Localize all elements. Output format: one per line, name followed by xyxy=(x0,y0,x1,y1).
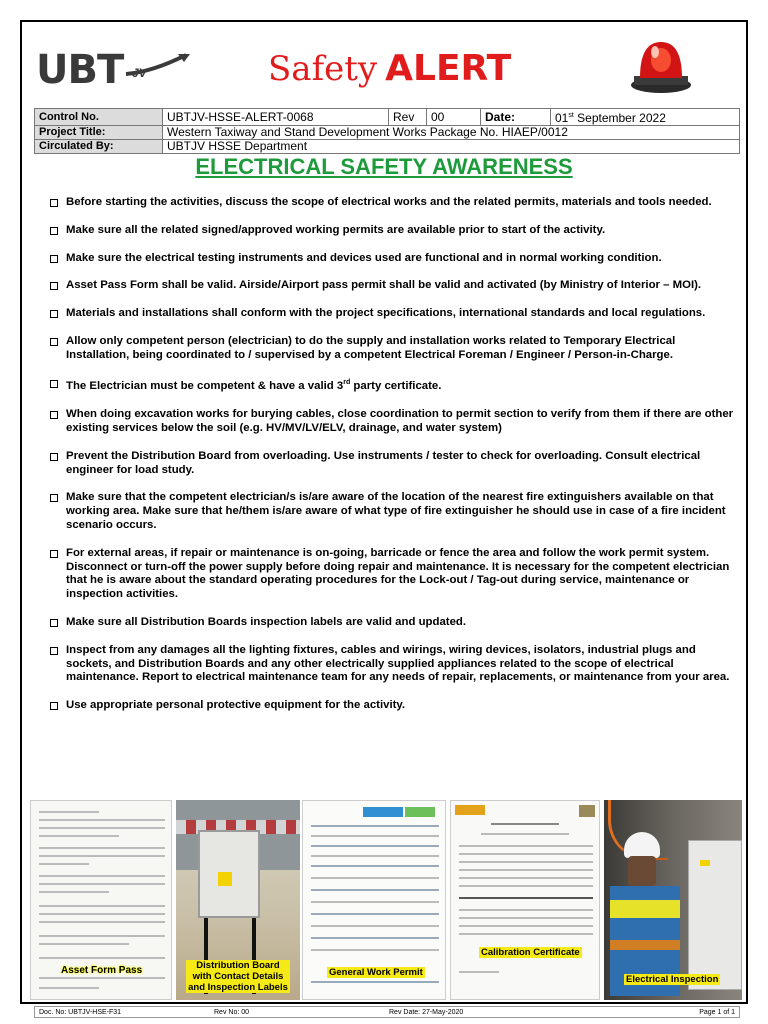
title-alert: ALERT xyxy=(385,48,512,89)
circulated-by-value: UBTJV HSSE Department xyxy=(163,140,740,154)
checkbox-icon xyxy=(50,550,58,558)
footer-rev-no: Rev No: 00 xyxy=(214,1008,250,1016)
list-item-text: Make sure that the competent electrician/s is/are aware of the location of the nearest fire extinguishers available on that working area. Make sure that he/them is/are aware of what type of fire extinguisher he should use in case of a fire incident scenario occurs. xyxy=(66,491,726,531)
list-item xyxy=(50,491,740,532)
list-item-text: Asset Pass Form shall be valid. Airside/Airport pass permit shall be valid and activated (by Ministry of Interior – MOI). xyxy=(66,279,702,292)
checkbox-icon xyxy=(50,227,58,235)
work-permit-photo xyxy=(302,800,446,1000)
calibration-certificate-photo xyxy=(450,800,600,1000)
circulated-by-label: Circulated By: xyxy=(35,140,163,154)
bullet7-after: party certificate. xyxy=(350,380,442,393)
checkbox-icon xyxy=(50,702,58,710)
bullet7-sup: rd xyxy=(343,379,351,387)
project-title-value: Western Taxiway and Stand Development Works Package No. HIAEP/0012 xyxy=(163,126,740,140)
list-item xyxy=(50,644,740,685)
list-item xyxy=(50,252,740,266)
list-item xyxy=(50,547,740,602)
caption-calibration: Calibration Certificate xyxy=(481,947,580,958)
bullet7-before: The Electrician must be competent & have a valid 3 xyxy=(66,380,344,393)
asset-form-photo xyxy=(30,800,172,1000)
list-item-text: Make sure the electrical testing instruments and devices used are functional and in normal working condition. xyxy=(66,251,662,264)
distribution-board-photo xyxy=(176,800,300,1000)
title-safety: Safety xyxy=(268,49,378,89)
date-suffix: st xyxy=(568,112,574,119)
caption-electrical-inspection: Electrical Inspection xyxy=(626,974,719,985)
list-item xyxy=(50,377,740,395)
checkbox-icon xyxy=(50,338,58,346)
checkbox-icon xyxy=(50,494,58,502)
logo-jv: JV xyxy=(132,66,147,80)
list-item xyxy=(50,196,740,210)
checkbox-icon xyxy=(50,619,58,627)
headline: ELECTRICAL SAFETY AWARENESS xyxy=(195,154,573,179)
list-item-text: Allow only competent person (electrician) to do the supply and installation works related to Temporary Electrical Installation, being coordinated to / supervised by a competent Electrical Foreman / Engineer / Person-in-Charge. xyxy=(66,334,676,361)
list-item-text: When doing excavation works for burying cables, close coordination to permit section to verify from them if there are other existing services below the soil (e.g. HV/MV/LV/ELV, drainage, and water system) xyxy=(66,408,734,434)
checkbox-icon xyxy=(50,411,58,419)
caption-asset-form: Asset Form Pass xyxy=(61,965,143,976)
checkbox-icon xyxy=(50,255,58,263)
warning-label-icon xyxy=(218,872,232,886)
list-item-text: Materials and installations shall conform with the project specifications, international standards and local regulations. xyxy=(66,307,706,320)
ubt-logo xyxy=(36,47,186,93)
rev-value: 00 xyxy=(427,109,481,126)
list-item xyxy=(50,450,740,478)
rev-label: Rev xyxy=(389,109,427,126)
control-no-value: UBTJV-HSSE-ALERT-0068 xyxy=(163,109,389,126)
warning-beacon-icon xyxy=(628,38,694,94)
date-rest: September 2022 xyxy=(573,111,666,125)
list-item xyxy=(50,699,740,713)
checkbox-icon xyxy=(50,380,58,388)
electrical-panel xyxy=(688,840,742,990)
list-item xyxy=(50,279,740,293)
project-title-label: Project Title: xyxy=(35,126,163,140)
footer-rev-date: Rev Date: 27-May-2020 xyxy=(389,1008,464,1016)
control-no-label: Control No. xyxy=(35,109,163,126)
safety-alert-title xyxy=(268,48,511,98)
date-day: 01 xyxy=(555,111,569,125)
list-item xyxy=(50,335,740,363)
list-item-text: Make sure all Distribution Boards inspection labels are valid and updated. xyxy=(66,615,467,628)
list-item xyxy=(50,224,740,238)
list-item-text: Make sure all the related signed/approved working permits are available prior to start of the activity. xyxy=(66,223,606,236)
list-item-text xyxy=(66,380,441,392)
electrical-inspection-photo xyxy=(604,800,742,1000)
alert-info-table xyxy=(34,108,740,154)
document-footer xyxy=(34,1006,740,1018)
list-item-text: For external areas, if repair or maintenance is on-going, barricade or fence the area and follow the work permit system. Disconnect or turn-off the power supply before doing repair and maintenance. It is necessary for the competent electrician that he is aware about the standard operating procedures for the Lock-out / Tag-out during service, maintenance or inspection activities. xyxy=(66,546,730,601)
date-label: Date: xyxy=(481,109,551,126)
caption-work-permit: General Work Permit xyxy=(329,967,423,978)
checkbox-icon xyxy=(50,453,58,461)
checkbox-icon xyxy=(50,310,58,318)
checkbox-icon xyxy=(50,199,58,207)
date-value xyxy=(551,109,740,126)
list-item xyxy=(50,408,740,436)
list-item-text: Use appropriate personal protective equipment for the activity. xyxy=(66,699,406,712)
list-item-text: Inspect from any damages all the lighting fixtures, cables and wirings, wiring devices, isolators, industrial plugs and sockets, and Distribution Boards and any other electrically supplied appliances related to the scope of electrical maintenance. Report to electrical maintenance team for any needs of repair, replacements, or maintenance from your area. xyxy=(66,643,730,684)
list-item-text: Prevent the Distribution Board from overloading. Use instruments / tester to check for overloading. Consult electrical engineer for load study. xyxy=(66,449,701,476)
footer-doc-no: Doc. No: UBTJV-HSE-F31 xyxy=(39,1008,122,1016)
footer-page: Page 1 of 1 xyxy=(699,1008,735,1016)
checkbox-icon xyxy=(50,282,58,290)
caption-distribution-board: Distribution Board with Contact Details and Inspection Labels xyxy=(186,960,290,993)
logo-text: UBT xyxy=(36,47,124,93)
list-item xyxy=(50,616,740,630)
list-item-text: Before starting the activities, discuss the scope of electrical works and the related permits, materials and tools needed. xyxy=(66,196,712,208)
list-item xyxy=(50,307,740,321)
bullet-list xyxy=(50,196,740,713)
checkbox-icon xyxy=(50,647,58,655)
